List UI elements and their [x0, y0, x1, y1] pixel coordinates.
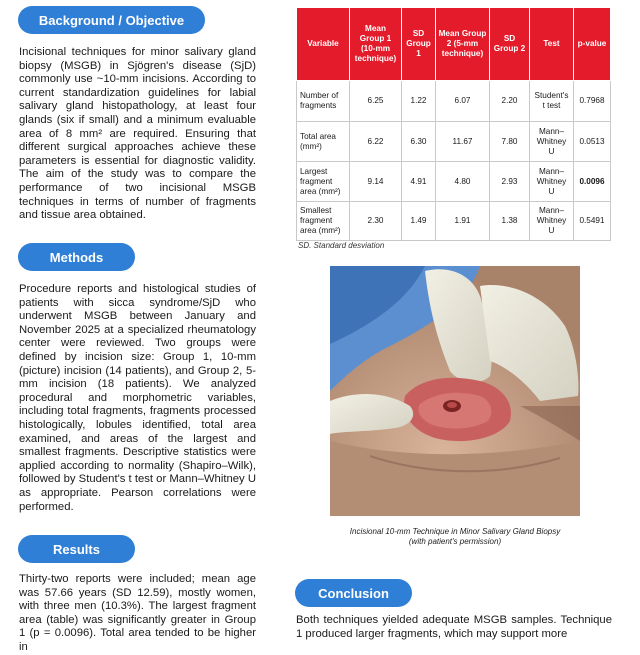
methods-text: Procedure reports and histological studies of patients with sicca syndrome/SjD who underwent MSGB between January and November 2025 at a specialized rheumatology center were reviewed. Two groups were defined by incision size: Group 1, 10-mm (picture) incision (14 patients), and Group 2, 5-mm incision (18 patients). We analyzed procedural and morphometric variables, including total fragments, fragments processed histologically, lobules identified, total area examined, and areas of the largest and smallest fragments. Descriptive statistics were applied according to normality (Shapiro–Wilk), followed by Student's t test or Mann–Whitney U as appropriate. Pearson correlations were performed. [19, 283, 256, 513]
table-cell: Largest fragment area (mm²) [297, 162, 350, 202]
table-cell: 9.14 [350, 162, 402, 202]
table-row [297, 122, 611, 162]
table-cell: 4.80 [436, 162, 490, 202]
table-cell: 1.49 [402, 202, 436, 241]
table-header-row [297, 8, 611, 81]
table-cell: 6.22 [350, 122, 402, 162]
table-cell: 4.91 [402, 162, 436, 202]
results-heading: Results [18, 535, 135, 563]
table-cell: 0.0513 [574, 122, 611, 162]
table-cell: 1.38 [490, 202, 530, 241]
table-cell: 2.30 [350, 202, 402, 241]
table-cell: 2.93 [490, 162, 530, 202]
biopsy-photo-illustration [330, 266, 580, 516]
col-header-mean-group2: Mean Group 2 (5-mm technique) [436, 8, 490, 81]
table-cell: 2.20 [490, 81, 530, 122]
background-text: Incisional techniques for minor salivary gland biopsy (MSGB) in Sjögren's disease (SjD) commonly use ~10-mm incisions. According to current standardization guidelines for labial salivary gland histopathology, at least four glands (six if small) and a minimum evaluable area of 8 mm² are required. Ensuring that different surgical approaches achieve these parameters is essential for diagnostic validity. The aim of the study was to compare the performance of two incisional MSGB techniques in terms of number of fragments and tissue area obtained. [19, 46, 256, 222]
table-cell: 7.80 [490, 122, 530, 162]
photo-caption [300, 527, 610, 547]
photo-caption-line1: Incisional 10-mm Technique in Minor Salivary Gland Biopsy [349, 527, 561, 536]
table-cell: Smallest fragment area (mm²) [297, 202, 350, 241]
table-cell: 11.67 [436, 122, 490, 162]
table-cell: Total area (mm²) [297, 122, 350, 162]
table-cell: 6.30 [402, 122, 436, 162]
table-cell: Student's t test [530, 81, 574, 122]
table-row [297, 202, 611, 241]
table-cell: Mann–Whitney U [530, 202, 574, 241]
table-cell: 0.7968 [574, 81, 611, 122]
clinical-photo [330, 266, 580, 516]
table-cell: 6.07 [436, 81, 490, 122]
col-header-p-value: p-value [574, 8, 611, 81]
table-cell: 6.25 [350, 81, 402, 122]
methods-heading: Methods [18, 243, 135, 271]
table-cell: 0.5491 [574, 202, 611, 241]
col-header-sd-group2: SD Group 2 [490, 8, 530, 81]
table-cell: Number of fragments [297, 81, 350, 122]
table-row [297, 81, 611, 122]
table-cell: 1.91 [436, 202, 490, 241]
conclusion-heading: Conclusion [295, 579, 412, 607]
background-heading: Background / Objective [18, 6, 205, 34]
statistics-table [296, 7, 611, 241]
col-header-sd-group1: SD Group 1 [402, 8, 436, 81]
table-cell: Mann–Whitney U [530, 122, 574, 162]
col-header-variable: Variable [297, 8, 350, 81]
table-row [297, 162, 611, 202]
photo-caption-line2: (with patient's permission) [408, 537, 502, 546]
conclusion-text: Both techniques yielded adequate MSGB samples. Technique 1 produced larger fragments, which may support more [296, 614, 612, 640]
table-cell-significant: 0.0096 [574, 162, 611, 202]
col-header-test: Test [530, 8, 574, 81]
table-cell: 1.22 [402, 81, 436, 122]
col-header-mean-group1: Mean Group 1 (10-mm technique) [350, 8, 402, 81]
table-cell: Mann–Whitney U [530, 162, 574, 202]
table-footnote: SD. Standard desviation [298, 241, 385, 250]
results-text: Thirty-two reports were included; mean age was 57.66 years (SD 12.59), mostly women, with three men (10.3%). The largest fragment area (table) was significantly greater in Group 1 (p = 0.0096). Total area tended to be higher in [19, 573, 256, 653]
